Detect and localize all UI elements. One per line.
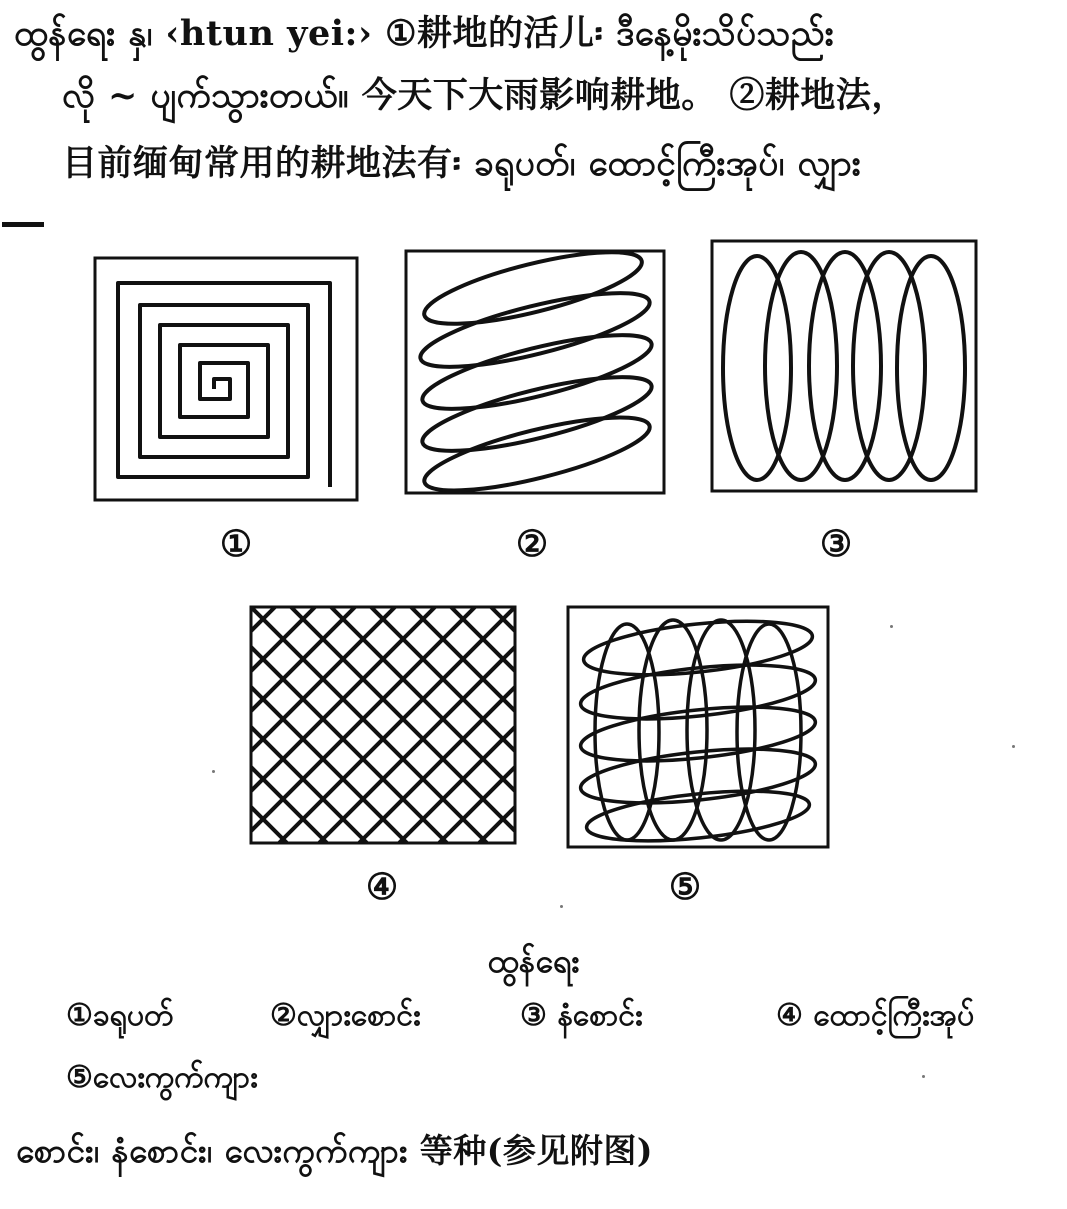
spiral-path [118, 283, 330, 487]
figure-combined-loops [565, 604, 831, 850]
legend-item-2: ②လျှားစောင်း [270, 998, 421, 1033]
legend-item-1: ①ခရုပတ် [66, 998, 174, 1033]
scan-speck [890, 625, 893, 628]
figure-label-4: ④ [365, 866, 399, 908]
figure-crosshatch [248, 604, 518, 846]
scan-speck [922, 1075, 925, 1078]
entry-line-4: စောင်း၊ နံစောင်း၊ လေးကွက်ကျား 等种(参见附图) [16, 1131, 653, 1170]
scan-speck [560, 905, 563, 908]
entry-line-3: 目前缅甸常用的耕地法有፡ ခရုပတ်၊ ထောင့်ကြီးအုပ်၊ လျှား [62, 143, 861, 184]
figure-label-1: ① [219, 523, 253, 565]
legend-item-5: ⑤လေးကွက်ကျား [66, 1060, 258, 1095]
entry-line-2: လို ~ ပျက်သွားတယ်။ 今天下大雨影响耕地。 ②耕地法， [62, 75, 907, 116]
legend-item-4: ④ ထောင့်ကြီးအုပ် [776, 998, 975, 1033]
figure-label-3: ③ [819, 523, 853, 565]
continuation-dash [2, 222, 44, 227]
figure-label-5: ⑤ [668, 866, 702, 908]
figure-vertical-loops [709, 238, 979, 494]
figure-horizontal-loops [403, 248, 667, 496]
entry-line-1: ထွန်ရေး နှ၊ ‹htun yei:› ①耕地的活儿፡ ဒီနေ့မိုးသိပ်သည်း [14, 13, 835, 54]
scan-speck [212, 770, 215, 773]
scan-speck [1012, 745, 1015, 748]
figure-label-2: ② [515, 523, 549, 565]
legend-item-3: ③ နံစောင်း [520, 998, 643, 1033]
figure-caption-title: ထွန်ရေး [487, 942, 580, 980]
figure-spiral [92, 255, 360, 503]
